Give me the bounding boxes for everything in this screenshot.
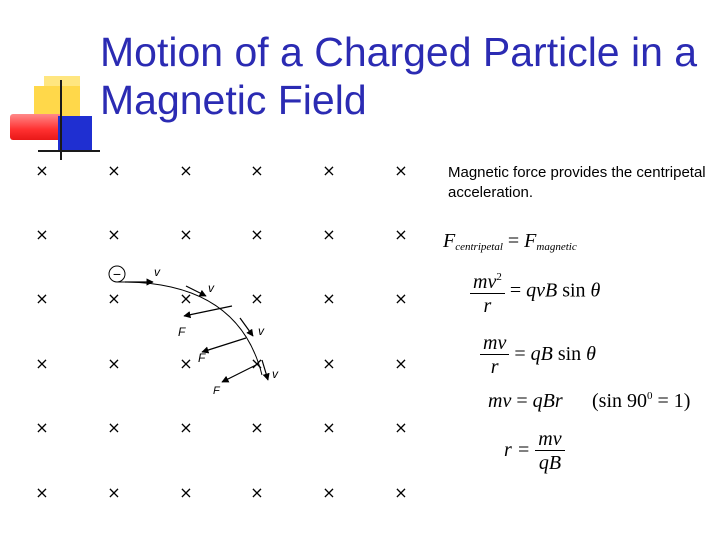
charge-sign: − (112, 266, 122, 282)
field-cross: × (179, 161, 193, 180)
field-cross: × (179, 289, 193, 308)
field-cross: × (35, 161, 49, 180)
field-cross: × (107, 225, 121, 244)
eq-r: r (490, 356, 499, 378)
eq-sin: sin (557, 343, 582, 366)
field-cross: × (107, 161, 121, 180)
field-cross: × (322, 354, 336, 373)
eq-f-symbol: F (443, 230, 456, 252)
eq-magnetic-sub: magnetic (536, 241, 577, 253)
eq-qb: qB (538, 452, 562, 474)
eq-sin90: (sin 90 (592, 390, 647, 412)
fraction (470, 266, 505, 318)
equation-force-balance (443, 230, 577, 253)
fraction (535, 428, 564, 475)
eq-r-equals: r = (504, 439, 531, 462)
eq-theta: θ (590, 279, 601, 302)
field-cross: × (322, 161, 336, 180)
field-cross: × (179, 225, 193, 244)
eq-equals: = (516, 390, 528, 412)
fraction (480, 332, 509, 379)
field-cross: × (394, 225, 408, 244)
field-cross: × (107, 354, 121, 373)
eq-centripetal-sub: centripetal (455, 241, 503, 253)
force-vector-2 (202, 338, 246, 352)
charge-particle (109, 266, 125, 282)
equation-mv-qbr (488, 390, 691, 413)
field-cross: × (35, 289, 49, 308)
field-cross: × (179, 418, 193, 437)
field-cross: × (394, 354, 408, 373)
equation-radius (504, 428, 565, 475)
eq-equals: = (509, 279, 522, 302)
field-cross: × (322, 225, 336, 244)
field-cross: × (322, 418, 336, 437)
force-label-3: F (213, 385, 220, 397)
eq-sin90-rhs: = 1) (652, 390, 691, 412)
explanation-text: Magnetic force provides the centripetal acceleration. (448, 164, 706, 201)
decor-red-block (10, 114, 62, 140)
field-cross: × (394, 161, 408, 180)
eq-r: r (483, 295, 492, 317)
eq-sin: sin (562, 279, 586, 302)
eq-qvb: qvB (526, 279, 558, 302)
field-cross: × (322, 289, 336, 308)
eq-equals: = (507, 230, 520, 252)
eq-mv: mv (538, 428, 562, 450)
field-cross: × (35, 483, 49, 502)
sin90-note (592, 390, 690, 413)
field-cross: × (250, 161, 264, 180)
field-cross: × (250, 354, 264, 373)
force-label-1: F (178, 325, 186, 339)
field-cross: × (35, 354, 49, 373)
eq-sup0: 0 (647, 390, 653, 402)
eq-mv: mv (483, 332, 507, 354)
field-grid (35, 161, 407, 502)
field-diagram (0, 150, 440, 510)
field-cross: × (107, 483, 121, 502)
eq-qbr: qBr (532, 390, 563, 412)
field-cross: × (250, 289, 264, 308)
eq-f-symbol: F (524, 230, 537, 252)
equation-mv2-over-r (470, 266, 600, 318)
field-cross: × (179, 354, 193, 373)
force-vector-3 (222, 364, 258, 382)
field-cross: × (35, 225, 49, 244)
field-cross: × (107, 289, 121, 308)
eq-qb: qB (530, 343, 553, 366)
eq-theta: θ (586, 343, 596, 366)
velocity-label-4: v (272, 367, 278, 381)
eq-equals: = (514, 343, 526, 366)
slide-title: Motion of a Charged Particle in a Magnetic Field (100, 29, 698, 123)
field-cross: × (322, 483, 336, 502)
field-cross: × (394, 418, 408, 437)
field-cross: × (394, 483, 408, 502)
field-cross: × (179, 483, 193, 502)
field-cross: × (35, 418, 49, 437)
decor-blue-block (58, 116, 92, 150)
field-cross: × (250, 418, 264, 437)
velocity-label-2: v (208, 281, 214, 295)
field-cross: × (250, 483, 264, 502)
field-cross: × (250, 225, 264, 244)
field-cross: × (107, 418, 121, 437)
eq-sup: 2 (496, 271, 502, 283)
eq-mv: mv (473, 271, 497, 293)
velocity-vector-3 (240, 318, 253, 336)
decor-yellow-strip (44, 76, 80, 86)
eq-mv: mv (488, 390, 512, 412)
equation-mv-over-r (480, 332, 596, 379)
velocity-label-3: v (258, 324, 264, 338)
velocity-label-1: v (154, 265, 160, 279)
field-cross: × (394, 289, 408, 308)
decor-vertical-line (60, 80, 62, 160)
force-label-2: F (198, 351, 206, 365)
